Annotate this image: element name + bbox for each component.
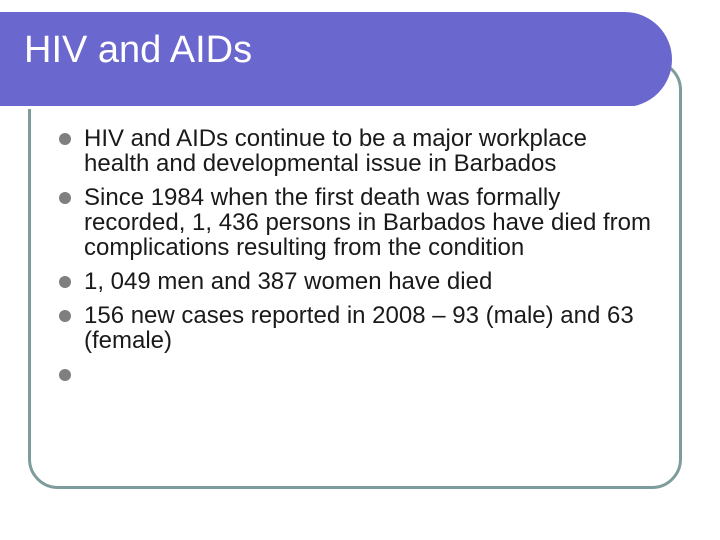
bullet-item xyxy=(58,303,658,353)
bullet-dot-icon xyxy=(59,310,71,322)
bullet-text: 1, 049 men and 387 women have died xyxy=(84,268,493,295)
bullet-text: 156 new cases reported in 2008 – 93 (male) and 63 (female) xyxy=(84,302,634,354)
bullet-item xyxy=(58,269,658,294)
bullet-dot-icon xyxy=(59,133,71,145)
bullet-dot-icon xyxy=(59,192,71,204)
bullet-item-empty xyxy=(58,362,658,387)
bullet-list xyxy=(58,126,658,387)
slide-title: HIV and AIDs xyxy=(24,29,253,71)
bullet-item xyxy=(58,185,658,260)
bullet-dot-icon xyxy=(59,369,71,381)
bullet-dot-icon xyxy=(59,276,71,288)
title-underline xyxy=(0,106,638,109)
bullet-item xyxy=(58,126,658,176)
bullet-text: Since 1984 when the first death was formally recorded, 1, 436 persons in Barbados have died from complications resulting from the condition xyxy=(84,184,652,261)
bullet-text: HIV and AIDs continue to be a major workplace health and developmental issue in Barbados xyxy=(84,125,587,177)
bullet-text xyxy=(84,362,658,387)
